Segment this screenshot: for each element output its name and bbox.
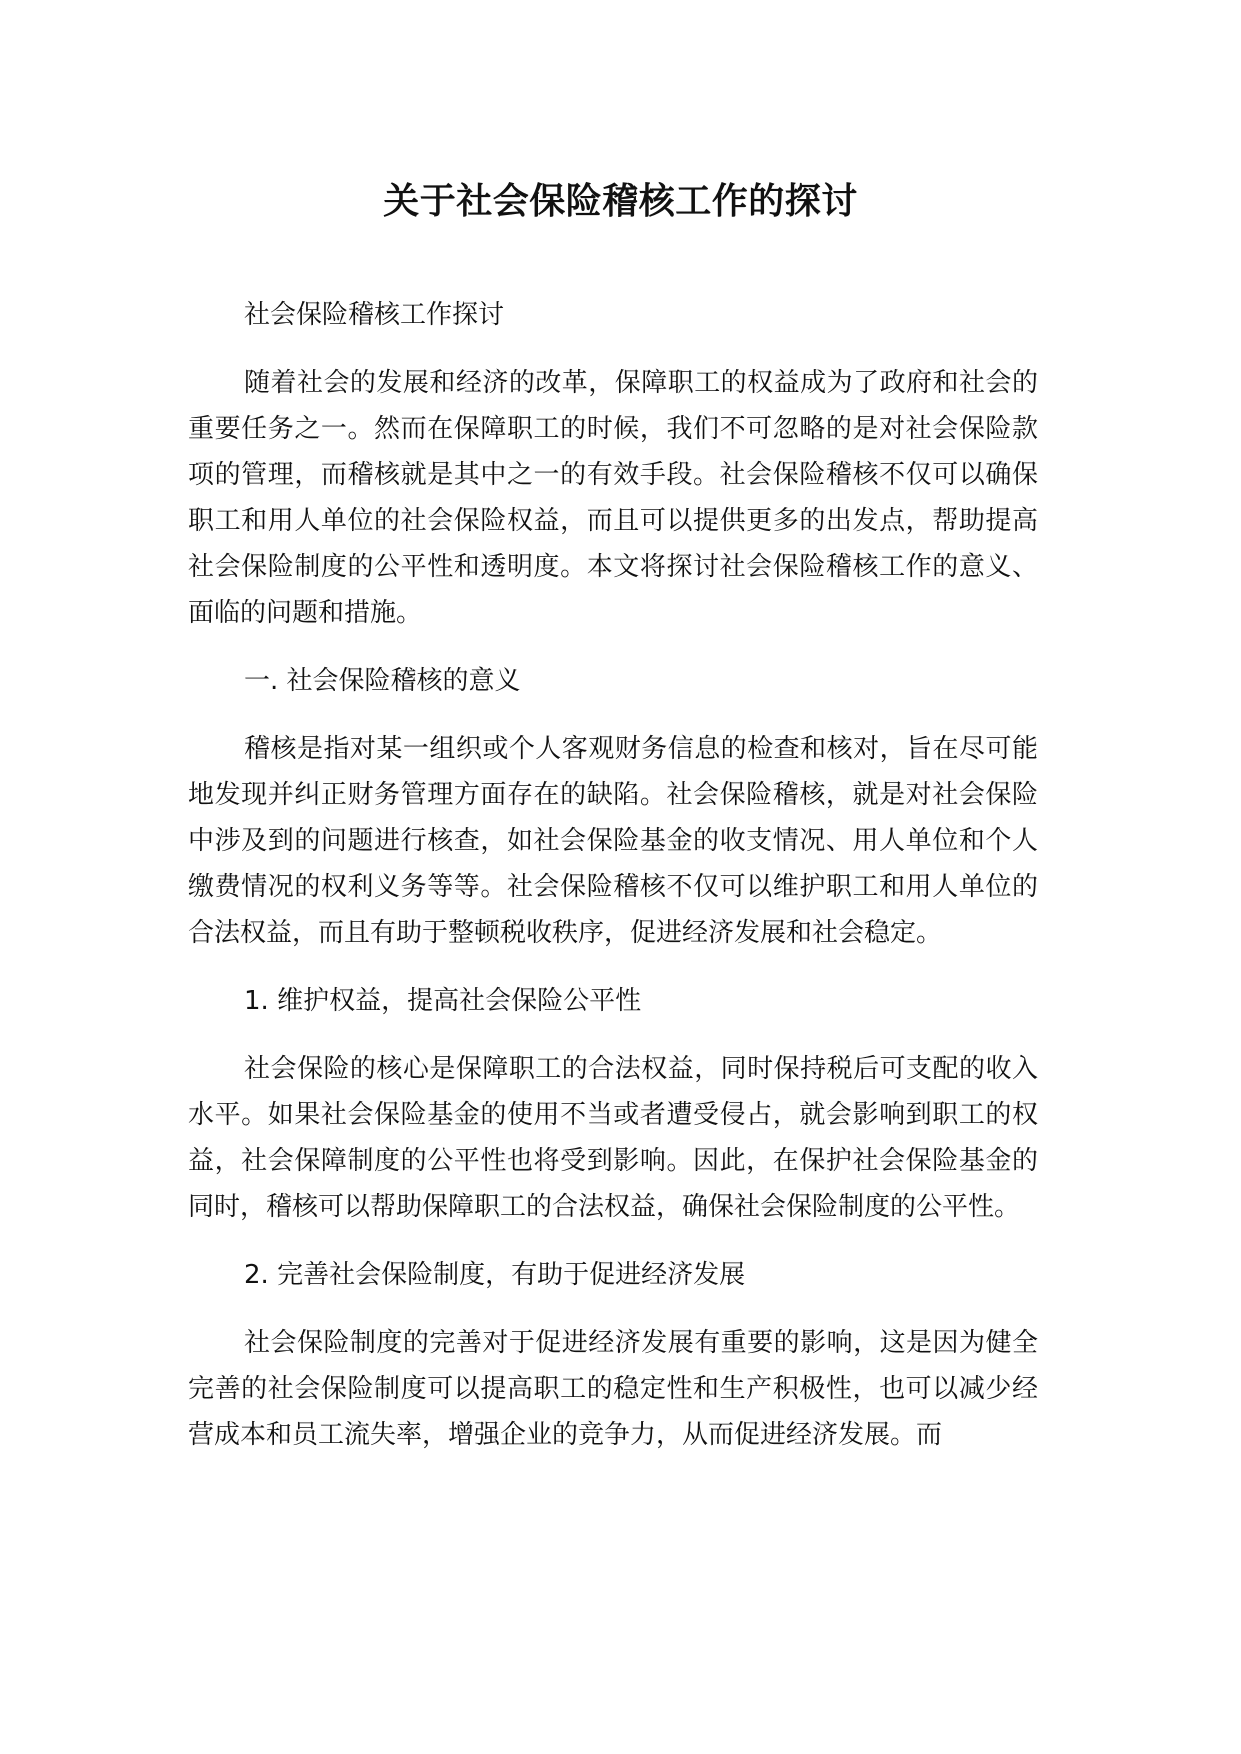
document-title: 关于社会保险稽核工作的探讨	[383, 181, 858, 222]
document-body	[188, 292, 1038, 1480]
body-paragraph: 社会保险的核心是保障职工的合法权益，同时保持税后可支配的收入水平。如果社会保险基金的使用不当或者遭受侵占，就会影响到职工的权益，社会保障制度的公平性也将受到影响。因此，在保护社会保险基金的同时，稽核可以帮助保障职工的合法权益，确保社会保险制度的公平性。	[188, 1054, 1038, 1222]
body-paragraph: 社会保险制度的完善对于促进经济发展有重要的影响，这是因为健全完善的社会保险制度可以提高职工的稳定性和生产积极性，也可以减少经营成本和员工流失率，增强企业的竞争力，从而促进经济发展。而	[188, 1328, 1038, 1450]
body-paragraph: 随着社会的发展和经济的改革，保障职工的权益成为了政府和社会的重要任务之一。然而在保障职工的时候，我们不可忽略的是对社会保险款项的管理，而稽核就是其中之一的有效手段。社会保险稽核不仅可以确保职工和用人单位的社会保险权益，而且可以提供更多的出发点，帮助提高社会保险制度的公平性和透明度。本文将探讨社会保险稽核工作的意义、面临的问题和措施。	[188, 368, 1038, 628]
subsection-heading: 1. 维护权益，提高社会保险公平性	[244, 986, 642, 1016]
body-paragraph: 稽核是指对某一组织或个人客观财务信息的检查和核对，旨在尽可能地发现并纠正财务管理方面存在的缺陷。社会保险稽核，就是对社会保险中涉及到的问题进行核查，如社会保险基金的收支情况、用人单位和个人缴费情况的权利义务等等。社会保险稽核不仅可以维护职工和用人单位的合法权益，而且有助于整顿税收秩序，促进经济发展和社会稳定。	[188, 734, 1038, 948]
section-heading: 一. 社会保险稽核的意义	[244, 666, 521, 696]
subtitle-paragraph: 社会保险稽核工作探讨	[244, 300, 505, 330]
subsection-heading: 2. 完善社会保险制度，有助于促进经济发展	[244, 1260, 746, 1290]
